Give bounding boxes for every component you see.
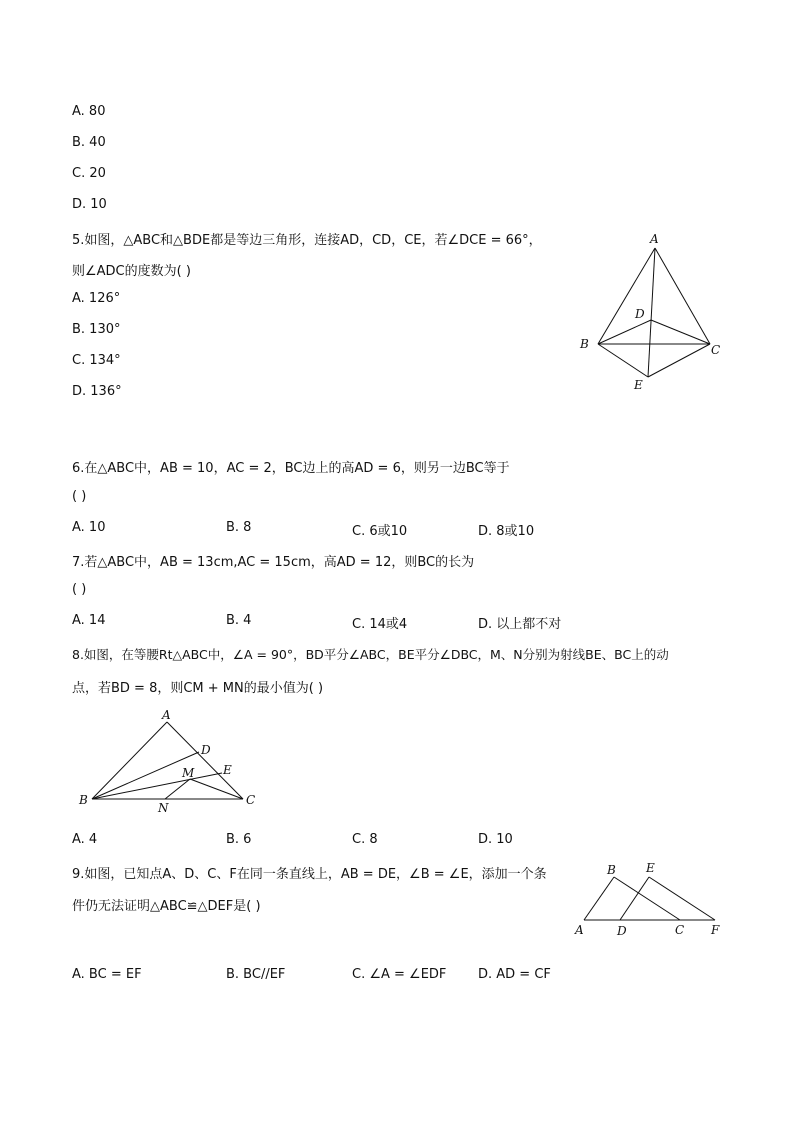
q9-stem-line1: 9.如图，已知点A、D、C、F在同一条直线上，AB = DE，∠B = ∠E，添加一个条	[72, 867, 547, 882]
q7-option-a: A. 14	[72, 613, 106, 628]
q5-option-b: B. 130°	[72, 322, 121, 337]
q5-stem-line1: 5.如图，△ABC和△BDE都是等边三角形，连接AD，CD，CE，若∠DCE = 66°，	[72, 233, 542, 248]
q9-option-a: A. BC = EF	[72, 967, 142, 982]
q8-label-c: C	[246, 793, 256, 807]
q9-label-e: E	[646, 861, 655, 875]
q7-stem-line2: ( )	[72, 582, 87, 597]
q7-option-c: C. 14或4	[352, 617, 408, 632]
q9-label-a: A	[575, 923, 584, 937]
q8-label-e: E	[223, 763, 232, 777]
q6-stem-line2: ( )	[72, 489, 87, 504]
q5-option-c: C. 134°	[72, 353, 121, 368]
q9-option-d: D. AD = CF	[478, 967, 551, 982]
q9-stem-line2: 件仍无法证明△ABC≌△DEF是( )	[72, 899, 261, 914]
q8-label-m: M	[182, 766, 195, 780]
q8-option-a: A. 4	[72, 832, 98, 847]
q4-option-a: A. 80	[72, 104, 106, 119]
q9-option-b: B. BC//EF	[226, 967, 286, 982]
q8-label-b: B	[79, 793, 88, 807]
q5-option-a: A. 126°	[72, 291, 121, 306]
q6-stem-line1: 6.在△ABC中，AB = 10，AC = 2，BC边上的高AD = 6，则另一边BC等于	[72, 461, 510, 476]
q5-label-c: C	[711, 343, 721, 357]
q5-label-b: B	[580, 337, 589, 351]
q4-option-b: B. 40	[72, 135, 106, 150]
q8-option-b: B. 6	[226, 832, 252, 847]
q5-option-d: D. 136°	[72, 384, 122, 399]
q8-option-d: D. 10	[478, 832, 513, 847]
q5-label-a: A	[650, 232, 659, 246]
q8-option-c: C. 8	[352, 832, 378, 847]
q8-label-a: A	[162, 708, 171, 722]
q4-option-c: C. 20	[72, 166, 106, 181]
q9-label-f: F	[711, 923, 720, 937]
q6-option-a: A. 10	[72, 520, 106, 535]
q9-label-b: B	[607, 863, 616, 877]
q9-label-d: D	[617, 924, 627, 938]
q8-stem-line1: 8.如图，在等腰Rt△ABC中，∠A = 90°，BD平分∠ABC，BE平分∠DBC，M、N分别为射线BE、BC上的动	[72, 647, 669, 662]
q5-label-e: E	[634, 378, 643, 392]
q7-stem-line1: 7.若△ABC中，AB = 13cm,AC = 15cm，高AD = 12，则BC的长为	[72, 555, 475, 570]
q6-option-b: B. 8	[226, 520, 252, 535]
q5-label-d: D	[635, 307, 645, 321]
q5-stem-line2: 则∠ADC的度数为( )	[72, 264, 191, 279]
q7-option-b: B. 4	[226, 613, 252, 628]
q4-option-d: D. 10	[72, 197, 107, 212]
q8-label-d: D	[201, 743, 211, 757]
q6-option-c: C. 6或10	[352, 524, 408, 539]
q8-label-n: N	[158, 801, 169, 815]
q7-option-d: D. 以上都不对	[478, 617, 562, 632]
q6-option-d: D. 8或10	[478, 524, 535, 539]
q9-option-c: C. ∠A = ∠EDF	[352, 967, 447, 982]
q9-label-c: C	[675, 923, 685, 937]
q8-stem-line2: 点，若BD = 8，则CM + MN的最小值为( )	[72, 681, 324, 696]
